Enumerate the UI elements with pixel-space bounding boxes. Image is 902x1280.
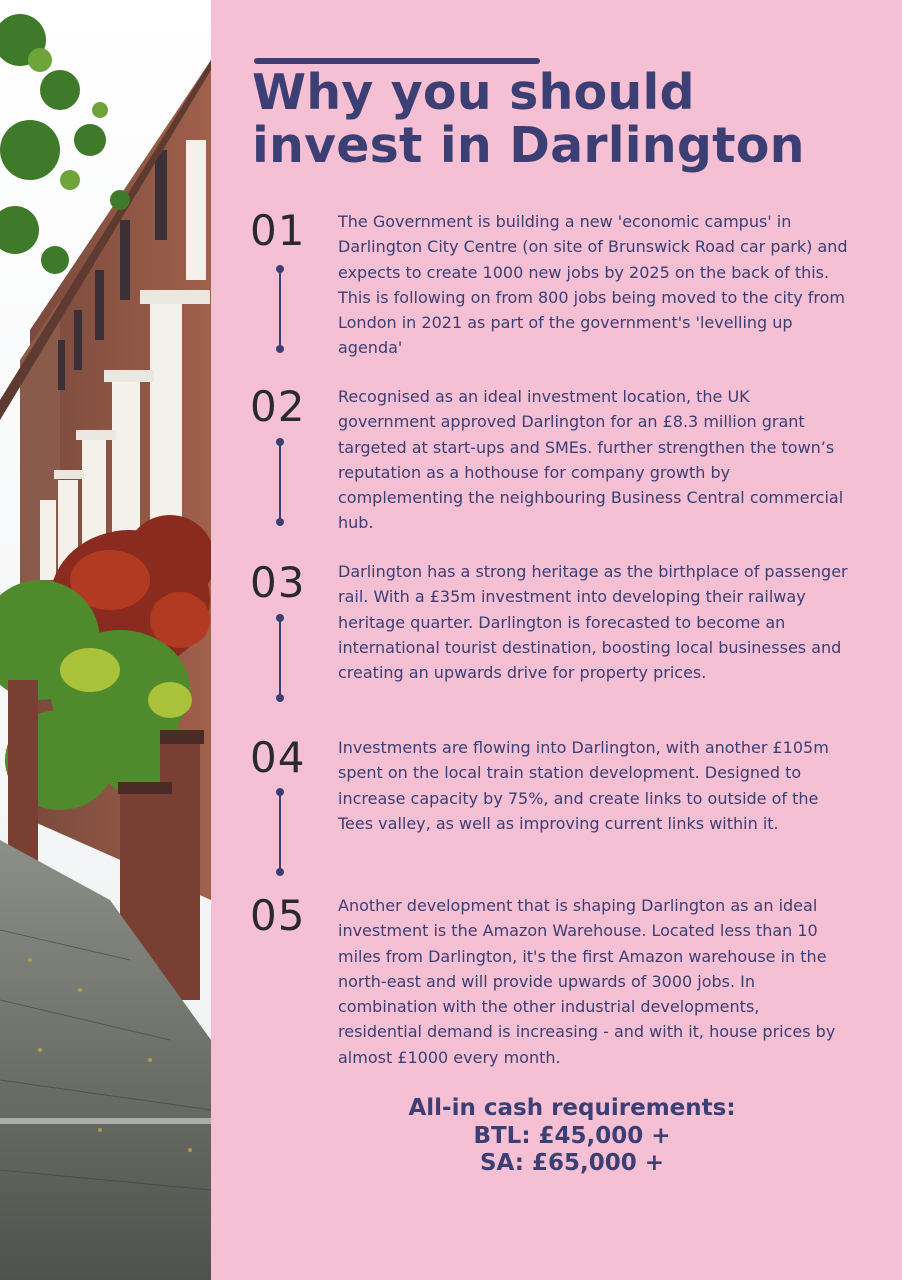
timeline-dot — [276, 345, 284, 353]
timeline-connector — [276, 438, 284, 526]
reason-number: 02 — [250, 382, 306, 431]
reason-number: 04 — [250, 733, 306, 782]
reason-number: 05 — [250, 891, 306, 940]
timeline-dot — [276, 868, 284, 876]
timeline-line — [279, 792, 281, 872]
page-title: Why you should invest in Darlington — [252, 64, 805, 174]
btl-requirement: BTL: £45,000 + — [473, 1123, 671, 1149]
reason-text: Darlington has a strong heritage as the birthplace of passenger rail. With a £35m investment into developing their railway heritage quarter. Darlington is forecasted to become an international tourist destination, boosting local businesses and creating an upwards drive for property prices. — [338, 562, 848, 683]
reason-number: 03 — [250, 558, 306, 607]
reason-number: 01 — [250, 206, 306, 255]
reason-text: Recognised as an ideal investment location, the UK government approved Darlington for an £8.3 million grant targeted at start-ups and SMEs. further strengthen the town’s reputation as a hothouse for company growth by complementing the neighbouring Business Central commercial hub. — [338, 387, 844, 533]
timeline-line — [279, 442, 281, 522]
sa-requirement: SA: £65,000 + — [479, 1150, 665, 1176]
timeline-connector — [276, 265, 284, 353]
reason-text: Another development that is shaping Darlington as an ideal investment is the Amazon Warehouse. Located less than 10 miles from Darlington, it's the first Amazon warehouse in the north-east and will provide upwards of 3000 jobs. In combination with the other industrial developments, residential demand is increasing - and with it, house prices by almost £1000 every month. — [338, 896, 836, 1067]
timeline-line — [279, 618, 281, 698]
reason-text: Investments are flowing into Darlington, with another £105m spent on the local train station development. Designed to increase capacity by 75%, and create links to outside of the Tees valley, as well as improving current links within it. — [338, 738, 829, 833]
timeline-line — [279, 269, 281, 349]
timeline-connector — [276, 614, 284, 702]
reason-text: The Government is building a new 'economic campus' in Darlington City Centre (on site of Brunswick Road car park) and expects to create 1000 new jobs by 2025 on the back of this. This is following on from 800 jobs being moved to the city from London in 2021 as part of the government's 'levelling up agenda' — [338, 212, 848, 358]
street-photo — [0, 0, 211, 1280]
cash-requirements-heading: All-in cash requirements: — [408, 1095, 736, 1121]
timeline-dot — [276, 694, 284, 702]
timeline-dot — [276, 518, 284, 526]
timeline-connector — [276, 788, 284, 876]
